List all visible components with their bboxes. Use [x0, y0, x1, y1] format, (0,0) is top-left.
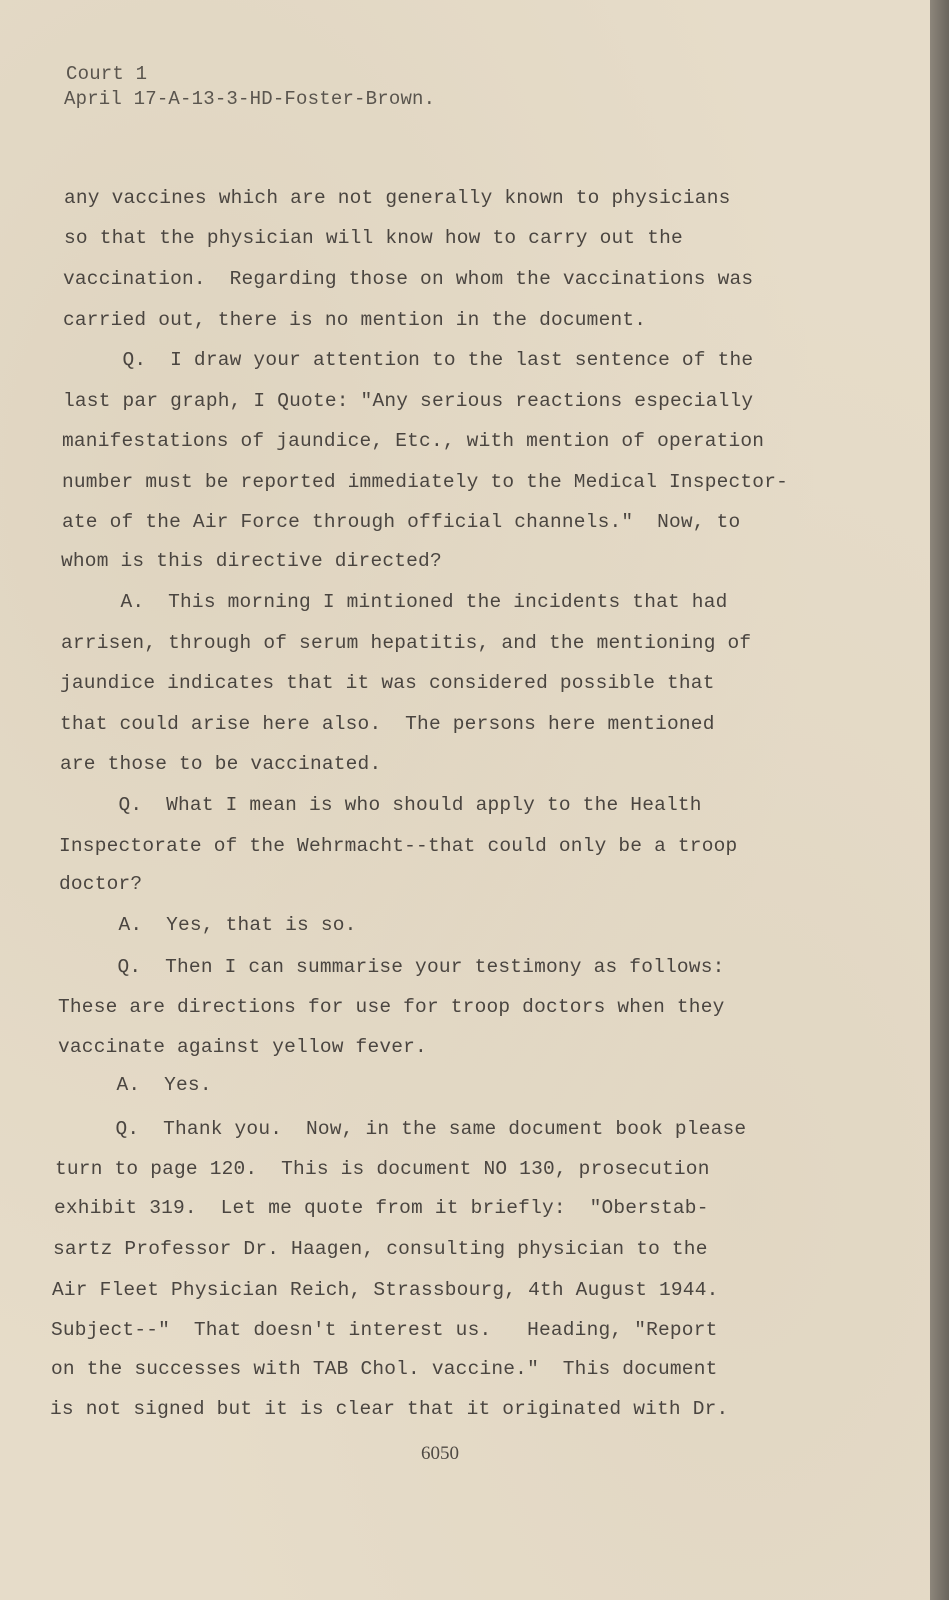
- body-line: These are directions for use for troop doctors when they: [58, 996, 725, 1018]
- body-line: arrisen, through of serum hepatitis, and the mentioning of: [61, 632, 752, 654]
- body-line: so that the physician will know how to carry out the: [64, 227, 683, 249]
- body-line: Q. I draw your attention to the last sentence of the: [63, 349, 754, 371]
- body-line: Q. What I mean is who should apply to the Health: [59, 794, 702, 816]
- header-session: April 17-A-13-3-HD-Foster-Brown.: [64, 88, 436, 110]
- page-number: 6050: [421, 1443, 459, 1464]
- body-line: Q. Thank you. Now, in the same document book please: [56, 1118, 747, 1140]
- body-line: ate of the Air Force through official channels." Now, to: [62, 511, 741, 533]
- body-line: A. This morning I mintioned the incidents that had: [61, 591, 728, 613]
- body-line: vaccination. Regarding those on whom the vaccinations was: [63, 268, 754, 290]
- body-line: Q. Then I can summarise your testimony as follows:: [58, 956, 725, 978]
- body-line: manifestations of jaundice, Etc., with mention of operation: [62, 430, 765, 452]
- body-line: carried out, there is no mention in the document.: [63, 309, 647, 331]
- body-line: Air Fleet Physician Reich, Strassbourg, 4th August 1944.: [52, 1279, 719, 1301]
- body-line: turn to page 120. This is document NO 130, prosecution: [55, 1158, 710, 1180]
- body-line: whom is this directive directed?: [61, 550, 442, 572]
- body-line: on the successes with TAB Chol. vaccine." This document: [51, 1358, 718, 1380]
- body-line: doctor?: [59, 873, 143, 895]
- body-line: vaccinate against yellow fever.: [58, 1036, 427, 1058]
- body-line: is not signed but it is clear that it originated with Dr.: [50, 1398, 729, 1420]
- body-line: number must be reported immediately to the Medical Inspector-: [62, 471, 789, 493]
- body-line: jaundice indicates that it was considered possible that: [60, 672, 715, 694]
- body-line: A. Yes, that is so.: [59, 914, 357, 936]
- header-court: Court 1: [66, 63, 148, 85]
- body-line: are those to be vaccinated.: [60, 753, 382, 775]
- body-line: last par graph, I Quote: "Any serious reactions especially: [63, 390, 754, 412]
- body-line: Subject--" That doesn't interest us. Heading, "Report: [51, 1319, 718, 1341]
- body-line: Inspectorate of the Wehrmacht--that could only be a troop: [59, 835, 738, 857]
- body-line: A. Yes.: [57, 1074, 212, 1096]
- body-line: exhibit 319. Let me quote from it briefly: "Oberstab-: [54, 1197, 709, 1219]
- body-line: that could arise here also. The persons here mentioned: [60, 713, 715, 735]
- page-edge-shadow: [930, 0, 949, 1600]
- body-line: any vaccines which are not generally known to physicians: [64, 187, 731, 209]
- body-line: sartz Professor Dr. Haagen, consulting physician to the: [53, 1238, 708, 1260]
